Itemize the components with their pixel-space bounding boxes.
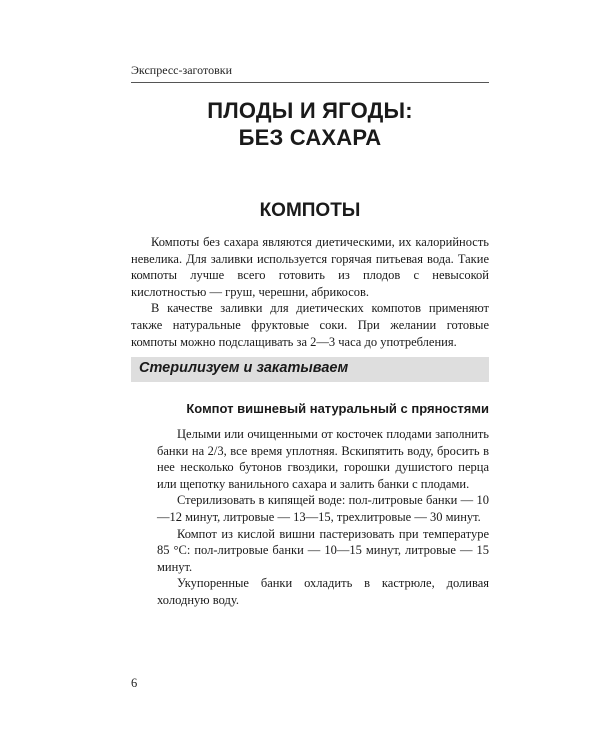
chapter-title <box>131 97 489 151</box>
recipe-paragraph: Укупоренные банки охладить в кастрюле, доливая холодную воду. <box>157 576 489 607</box>
chapter-title-line-1: ПЛОДЫ И ЯГОДЫ: <box>207 98 413 123</box>
intro-paragraph: Компоты без сахара являются диетическими, их калорийность невелика. Для заливки используется горячая питьевая вода. Такие компоты лучше всего готовить из плодов с невысокой кислотностью — груш, черешни, абрикосов. <box>131 235 489 299</box>
chapter-title-line-2: БЕЗ САХАРА <box>238 125 382 150</box>
recipe-title: Компот вишневый натуральный с пряностями <box>186 401 489 416</box>
section-intro <box>131 234 489 350</box>
section-title: КОМПОТЫ <box>259 200 361 221</box>
recipe-paragraph: Стерилизовать в кипящей воде: пол-литровые банки — 10—12 минут, литровые — 13—15, трехлитровые — 30 минут. <box>157 493 489 524</box>
intro-paragraph: В качестве заливки для диетических компотов применяют также натуральные фруктовые соки. При желании готовые компоты можно подслащивать за 2—3 часа до употребления. <box>131 301 489 349</box>
running-head: Экспресс-заготовки <box>131 63 233 77</box>
recipe-paragraph: Компот из кислой вишни пастеризовать при температуре 85 °С: пол-литровые банки — 10—15 минут, литровые — 15 минут. <box>157 526 489 574</box>
recipe-body <box>157 426 489 609</box>
header-rule <box>131 82 489 83</box>
page-number: 6 <box>131 676 138 690</box>
subsection-title: Стерилизуем и закатываем <box>139 360 349 376</box>
subsection-heading-bar <box>131 357 489 382</box>
recipe-paragraph: Целыми или очищенными от косточек плодами заполнить банки на 2/3, все время уплотняя. Вскипятить воду, бросить в нее несколько бутонов гвоздики, горошки душистого перца или щепотку ванильного сахара и залить банки с плодами. <box>157 427 489 491</box>
